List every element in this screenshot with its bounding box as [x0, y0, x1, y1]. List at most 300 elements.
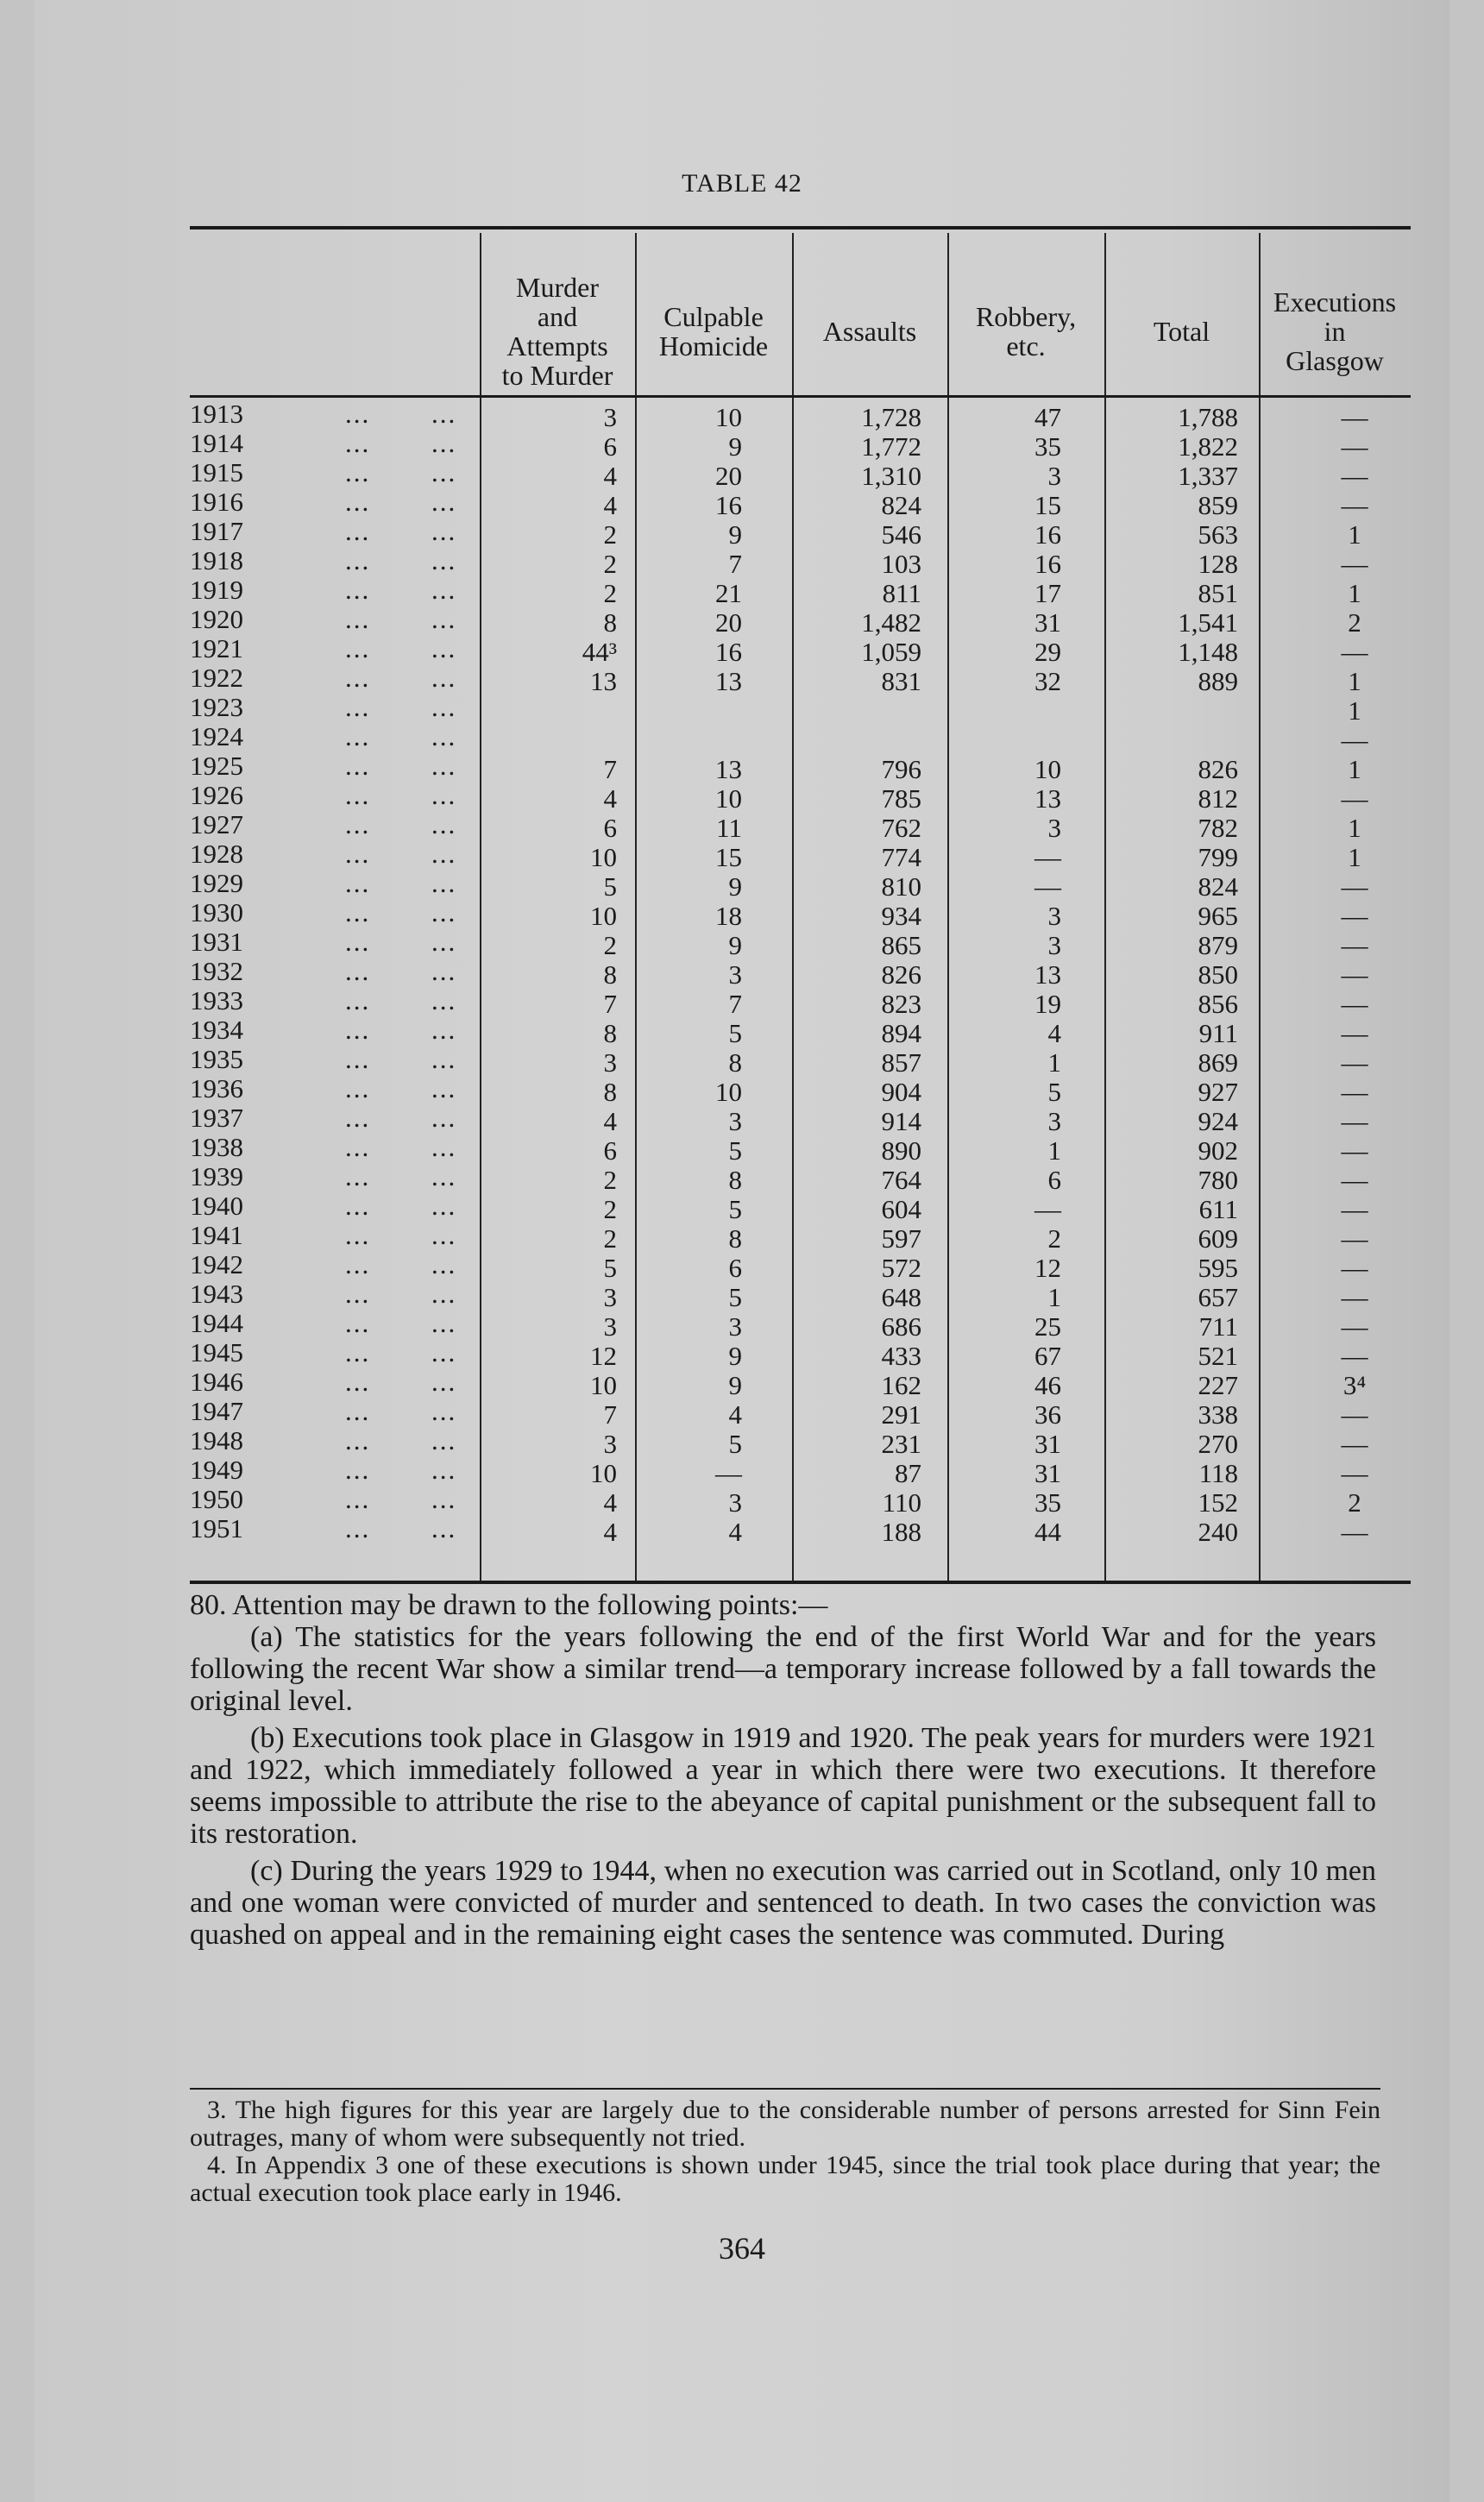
table-row [190, 839, 1411, 872]
year-label: 1938 [190, 1132, 243, 1162]
murder-cell: 2 [603, 930, 617, 960]
culpable-cell: 3 [728, 1487, 742, 1518]
leader-dots: ... [431, 1455, 457, 1485]
year-label: 1918 [190, 545, 243, 575]
total-cell: 782 [1198, 813, 1238, 843]
culpable-cell: 9 [728, 930, 742, 960]
table-row [190, 1249, 1411, 1283]
header-culpable-homicide [635, 245, 792, 418]
assaults-cell: 572 [881, 1253, 921, 1283]
murder-cell: 10 [590, 1458, 617, 1488]
year-label: 1931 [190, 927, 243, 957]
leader-dots: ... [431, 897, 457, 927]
leader-dots: ... [431, 1132, 457, 1162]
header-line: etc. [1006, 330, 1046, 361]
leader-dots: ... [345, 868, 371, 898]
culpable-cell: 6 [728, 1253, 742, 1283]
executions-cell: — [1341, 637, 1368, 667]
leader-dots: ... [431, 1513, 457, 1543]
header-line: Murder [516, 272, 599, 303]
robbery-cell: 13 [1034, 783, 1061, 814]
total-cell: 879 [1198, 930, 1238, 960]
culpable-cell: 4 [728, 1399, 742, 1430]
paragraph-a: (a) The statistics for the years following the end of the first World War and for the years following the recent War show a similar trend—a temporary increase followed by a fall towards the original level. [190, 1621, 1376, 1717]
leader-dots: ... [431, 428, 457, 458]
executions-cell: — [1341, 783, 1368, 814]
assaults-cell: 824 [881, 490, 921, 520]
executions-cell: — [1341, 1311, 1368, 1342]
robbery-cell: 35 [1034, 1487, 1061, 1518]
assaults-cell: 890 [881, 1135, 921, 1166]
assaults-cell: 597 [881, 1223, 921, 1254]
leader-dots: ... [345, 428, 371, 458]
leader-dots: ... [431, 399, 457, 429]
header-line: Robbery, [975, 301, 1077, 332]
paragraph-b: (b) Executions took place in Glasgow in 1919 and 1920. The peak years for murders were 1921 and 1922, which immediately followed a year in which there were two executions. It therefore seems impossible to attribute the rise to the abeyance of capital punishment or the subsequent fall to its restoration. [190, 1722, 1376, 1850]
footnotes [190, 2097, 1380, 2207]
total-cell: 812 [1198, 783, 1238, 814]
table-row [190, 897, 1411, 931]
paragraph-80-intro: 80. Attention may be drawn to the following points:— [190, 1589, 828, 1621]
robbery-cell: 36 [1034, 1399, 1061, 1430]
total-cell: 869 [1198, 1047, 1238, 1078]
robbery-cell: 25 [1034, 1311, 1061, 1342]
table-row [190, 487, 1411, 520]
robbery-cell: 29 [1034, 637, 1061, 667]
murder-cell: 10 [590, 842, 617, 872]
year-label: 1951 [190, 1513, 243, 1543]
header-line: Culpable [663, 301, 764, 332]
year-label: 1936 [190, 1073, 243, 1103]
executions-cell: — [1341, 1106, 1368, 1136]
murder-cell: 4 [603, 461, 617, 491]
table-row [190, 751, 1411, 784]
leader-dots: ... [345, 1513, 371, 1543]
year-label: 1947 [190, 1396, 243, 1426]
robbery-cell: 46 [1034, 1370, 1061, 1400]
executions-cell: — [1341, 1165, 1368, 1195]
leader-dots: ... [431, 1308, 457, 1338]
assaults-cell: 914 [881, 1106, 921, 1136]
murder-cell: 10 [590, 901, 617, 931]
assaults-cell: 604 [881, 1194, 921, 1224]
murder-cell: 2 [603, 1165, 617, 1195]
robbery-cell: — [1034, 842, 1061, 872]
total-cell: 799 [1198, 842, 1238, 872]
leader-dots: ... [345, 575, 371, 605]
executions-cell: — [1341, 1223, 1368, 1254]
year-label: 1942 [190, 1249, 243, 1279]
total-cell: 902 [1198, 1135, 1238, 1166]
robbery-cell: 10 [1034, 754, 1061, 784]
total-cell: 227 [1198, 1370, 1238, 1400]
assaults-cell: 796 [881, 754, 921, 784]
leader-dots: ... [345, 1484, 371, 1514]
year-label: 1927 [190, 809, 243, 839]
assaults-cell: 188 [881, 1517, 921, 1547]
murder-cell: 3 [603, 1282, 617, 1312]
robbery-cell: 4 [1047, 1018, 1061, 1048]
assaults-cell: 934 [881, 901, 921, 931]
executions-cell: 1 [1348, 578, 1361, 608]
table-row [190, 399, 1411, 432]
executions-cell: 1 [1348, 813, 1361, 843]
robbery-cell: 12 [1034, 1253, 1061, 1283]
year-label: 1934 [190, 1015, 243, 1045]
leader-dots: ... [345, 1191, 371, 1221]
table-row [190, 1220, 1411, 1254]
culpable-cell: 21 [715, 578, 742, 608]
header-line: to Murder [501, 360, 613, 391]
assaults-cell: 831 [881, 666, 921, 696]
culpable-cell: 5 [728, 1135, 742, 1166]
total-cell: 924 [1198, 1106, 1238, 1136]
header-line: Homicide [658, 330, 769, 361]
robbery-cell: 35 [1034, 431, 1061, 462]
robbery-cell: 31 [1034, 1429, 1061, 1459]
leader-dots: ... [345, 721, 371, 751]
year-label: 1940 [190, 1191, 243, 1221]
leader-dots: ... [345, 780, 371, 810]
year-label: 1939 [190, 1161, 243, 1191]
total-cell: 595 [1198, 1253, 1238, 1283]
assaults-cell: 1,310 [861, 461, 921, 491]
total-cell: 850 [1198, 959, 1238, 990]
table-row [190, 1396, 1411, 1430]
executions-cell: — [1341, 431, 1368, 462]
robbery-cell: 1 [1047, 1282, 1061, 1312]
assaults-cell: 826 [881, 959, 921, 990]
leader-dots: ... [431, 868, 457, 898]
total-cell: 889 [1198, 666, 1238, 696]
year-label: 1923 [190, 692, 243, 722]
assaults-cell: 811 [882, 578, 921, 608]
total-cell: 657 [1198, 1282, 1238, 1312]
header-murder [480, 245, 635, 418]
robbery-cell: 3 [1047, 461, 1061, 491]
leader-dots: ... [431, 985, 457, 1015]
leader-dots: ... [431, 1044, 457, 1074]
leader-dots: ... [345, 1132, 371, 1162]
executions-cell: — [1341, 461, 1368, 491]
total-cell: 824 [1198, 871, 1238, 902]
leader-dots: ... [431, 751, 457, 781]
year-label: 1944 [190, 1308, 243, 1338]
page-number: 364 [719, 2231, 765, 2266]
footnote-4: 4. In Appendix 3 one of these executions is shown under 1945, since the trial took place during that year; the actual execution took place early in 1946. [190, 2151, 1380, 2207]
leader-dots: ... [345, 487, 371, 517]
culpable-cell: 8 [728, 1223, 742, 1254]
total-cell: 1,822 [1178, 431, 1238, 462]
murder-cell: 3 [603, 1429, 617, 1459]
executions-cell: — [1341, 1341, 1368, 1371]
year-label: 1926 [190, 780, 243, 810]
robbery-cell: 31 [1034, 607, 1061, 638]
total-cell: 240 [1198, 1517, 1238, 1547]
robbery-cell: 3 [1047, 813, 1061, 843]
year-label: 1943 [190, 1279, 243, 1309]
murder-cell: 8 [603, 607, 617, 638]
robbery-cell: 16 [1034, 519, 1061, 550]
murder-cell: 8 [603, 1018, 617, 1048]
total-cell: 856 [1198, 989, 1238, 1019]
leader-dots: ... [431, 663, 457, 693]
header-line: in [1324, 316, 1346, 347]
robbery-cell: 32 [1034, 666, 1061, 696]
leader-dots: ... [431, 721, 457, 751]
leader-dots: ... [431, 457, 457, 487]
culpable-cell: 9 [728, 519, 742, 550]
leader-dots: ... [345, 751, 371, 781]
assaults-cell: 87 [895, 1458, 921, 1488]
assaults-cell: 1,482 [861, 607, 921, 638]
executions-cell: — [1341, 1194, 1368, 1224]
year-label: 1937 [190, 1103, 243, 1133]
year-label: 1950 [190, 1484, 243, 1514]
leader-dots: ... [345, 1161, 371, 1191]
year-label: 1949 [190, 1455, 243, 1485]
executions-cell: — [1341, 1077, 1368, 1107]
murder-cell: 4 [603, 1487, 617, 1518]
year-label: 1913 [190, 399, 243, 429]
murder-cell: 2 [603, 578, 617, 608]
leader-dots: ... [431, 1191, 457, 1221]
leader-dots: ... [431, 1249, 457, 1279]
year-label: 1932 [190, 956, 243, 986]
murder-cell: 6 [603, 431, 617, 462]
robbery-cell: 3 [1047, 901, 1061, 931]
table-row [190, 545, 1411, 579]
total-cell: 338 [1198, 1399, 1238, 1430]
culpable-cell: — [715, 1458, 742, 1488]
table-row [190, 575, 1411, 608]
culpable-cell: 8 [728, 1165, 742, 1195]
culpable-cell: 5 [728, 1429, 742, 1459]
murder-cell: 44³ [582, 637, 617, 667]
assaults-cell: 823 [881, 989, 921, 1019]
murder-cell: 13 [590, 666, 617, 696]
executions-cell: — [1341, 959, 1368, 990]
assaults-cell: 162 [881, 1370, 921, 1400]
leader-dots: ... [345, 1249, 371, 1279]
year-label: 1914 [190, 428, 243, 458]
murder-cell: 8 [603, 959, 617, 990]
leader-dots: ... [345, 399, 371, 429]
murder-cell: 7 [603, 989, 617, 1019]
total-cell: 563 [1198, 519, 1238, 550]
culpable-cell: 9 [728, 1341, 742, 1371]
murder-cell: 7 [603, 1399, 617, 1430]
table-row [190, 516, 1411, 550]
year-label: 1945 [190, 1337, 243, 1367]
total-cell: 521 [1198, 1341, 1238, 1371]
executions-cell: — [1341, 989, 1368, 1019]
table-bottom-rule [190, 1581, 1411, 1584]
body-text [190, 1589, 1376, 1951]
year-label: 1930 [190, 897, 243, 927]
culpable-cell: 4 [728, 1517, 742, 1547]
robbery-cell: 17 [1034, 578, 1061, 608]
header-executions [1259, 245, 1411, 418]
year-label: 1946 [190, 1367, 243, 1397]
leader-dots: ... [431, 1161, 457, 1191]
year-label: 1919 [190, 575, 243, 605]
robbery-cell: — [1034, 871, 1061, 902]
culpable-cell: 13 [715, 666, 742, 696]
culpable-cell: 10 [715, 783, 742, 814]
murder-cell: 5 [603, 1253, 617, 1283]
year-label: 1922 [190, 663, 243, 693]
leader-dots: ... [431, 1425, 457, 1455]
assaults-cell: 810 [881, 871, 921, 902]
leader-dots: ... [431, 516, 457, 546]
leader-dots: ... [345, 1279, 371, 1309]
header-total [1104, 245, 1259, 418]
murder-cell: 2 [603, 519, 617, 550]
year-label: 1935 [190, 1044, 243, 1074]
total-cell: 128 [1198, 549, 1238, 579]
total-cell: 118 [1198, 1458, 1238, 1488]
year-label: 1941 [190, 1220, 243, 1250]
robbery-cell: 3 [1047, 930, 1061, 960]
table-row [190, 1132, 1411, 1166]
robbery-cell: 1 [1047, 1135, 1061, 1166]
leader-dots: ... [431, 1337, 457, 1367]
total-cell: 911 [1198, 1018, 1238, 1048]
leader-dots: ... [431, 956, 457, 986]
leader-dots: ... [345, 1220, 371, 1250]
table-row [190, 780, 1411, 814]
assaults-cell: 648 [881, 1282, 921, 1312]
total-cell: 1,788 [1178, 402, 1238, 432]
leader-dots: ... [345, 604, 371, 634]
murder-cell: 2 [603, 549, 617, 579]
assaults-cell: 110 [882, 1487, 921, 1518]
leader-dots: ... [431, 1484, 457, 1514]
table-row [190, 633, 1411, 667]
assaults-cell: 894 [881, 1018, 921, 1048]
table-title: TABLE 42 [682, 169, 802, 198]
robbery-cell: 1 [1047, 1047, 1061, 1078]
robbery-cell: 44 [1034, 1517, 1061, 1547]
leader-dots: ... [345, 1308, 371, 1338]
executions-cell: 1 [1348, 754, 1361, 784]
leader-dots: ... [431, 633, 457, 663]
murder-cell: 3 [603, 402, 617, 432]
footnote-3: 3. The high figures for this year are largely due to the considerable number of persons arrested for Sinn Fein outrages, many of whom were subsequently not tried. [190, 2096, 1380, 2152]
total-cell: 780 [1198, 1165, 1238, 1195]
robbery-cell: 6 [1047, 1165, 1061, 1195]
leader-dots: ... [345, 1044, 371, 1074]
leader-dots: ... [345, 1367, 371, 1397]
table-row [190, 428, 1411, 462]
header-line: Attempts [506, 330, 608, 361]
murder-cell: 12 [590, 1341, 617, 1371]
robbery-cell: 3 [1047, 1106, 1061, 1136]
total-cell: 826 [1198, 754, 1238, 784]
robbery-cell: 13 [1034, 959, 1061, 990]
leader-dots: ... [345, 692, 371, 722]
year-label: 1920 [190, 604, 243, 634]
table-row [190, 956, 1411, 990]
murder-cell: 10 [590, 1370, 617, 1400]
header-line: Glasgow [1286, 345, 1384, 376]
table-row [190, 1044, 1411, 1078]
leader-dots: ... [431, 1396, 457, 1426]
murder-cell: 2 [603, 1194, 617, 1224]
leader-dots: ... [345, 897, 371, 927]
leader-dots: ... [431, 839, 457, 869]
table-row [190, 868, 1411, 902]
assaults-cell: 1,059 [861, 637, 921, 667]
robbery-cell: 2 [1047, 1223, 1061, 1254]
header-bottom-rule [190, 395, 1411, 398]
culpable-cell: 9 [728, 1370, 742, 1400]
header-robbery [947, 245, 1104, 418]
leader-dots: ... [431, 809, 457, 839]
culpable-cell: 20 [715, 607, 742, 638]
murder-cell: 5 [603, 871, 617, 902]
culpable-cell: 5 [728, 1282, 742, 1312]
total-cell: 859 [1198, 490, 1238, 520]
table-row [190, 1425, 1411, 1459]
assaults-cell: 103 [881, 549, 921, 579]
table-row [190, 985, 1411, 1019]
table-row [190, 1455, 1411, 1488]
header-assaults [792, 245, 947, 418]
table-row [190, 604, 1411, 638]
total-cell: 609 [1198, 1223, 1238, 1254]
total-cell: 611 [1198, 1194, 1238, 1224]
culpable-cell: 16 [715, 637, 742, 667]
assaults-cell: 785 [881, 783, 921, 814]
leader-dots: ... [431, 1279, 457, 1309]
table-row [190, 1015, 1411, 1048]
leader-dots: ... [345, 663, 371, 693]
table-row [190, 457, 1411, 491]
executions-cell: — [1341, 1047, 1368, 1078]
executions-cell: 3⁴ [1343, 1370, 1367, 1400]
year-label: 1916 [190, 487, 243, 517]
executions-cell: — [1341, 725, 1368, 755]
header-line: Total [1153, 316, 1210, 347]
assaults-cell: 546 [881, 519, 921, 550]
executions-cell: — [1341, 1018, 1368, 1048]
leader-dots: ... [345, 516, 371, 546]
leader-dots: ... [431, 575, 457, 605]
murder-cell: 4 [603, 783, 617, 814]
assaults-cell: 764 [881, 1165, 921, 1195]
murder-cell: 2 [603, 1223, 617, 1254]
leader-dots: ... [345, 985, 371, 1015]
table-row [190, 1161, 1411, 1195]
robbery-cell: 19 [1034, 989, 1061, 1019]
leader-dots: ... [345, 1455, 371, 1485]
culpable-cell: 3 [728, 1311, 742, 1342]
executions-cell: — [1341, 1458, 1368, 1488]
leader-dots: ... [345, 1015, 371, 1045]
leader-dots: ... [431, 604, 457, 634]
culpable-cell: 3 [728, 959, 742, 990]
assaults-cell: 774 [881, 842, 921, 872]
executions-cell: — [1341, 1135, 1368, 1166]
culpable-cell: 18 [715, 901, 742, 931]
year-label: 1917 [190, 516, 243, 546]
culpable-cell: 3 [728, 1106, 742, 1136]
total-cell: 1,541 [1178, 607, 1238, 638]
year-label: 1925 [190, 751, 243, 781]
assaults-cell: 433 [881, 1341, 921, 1371]
